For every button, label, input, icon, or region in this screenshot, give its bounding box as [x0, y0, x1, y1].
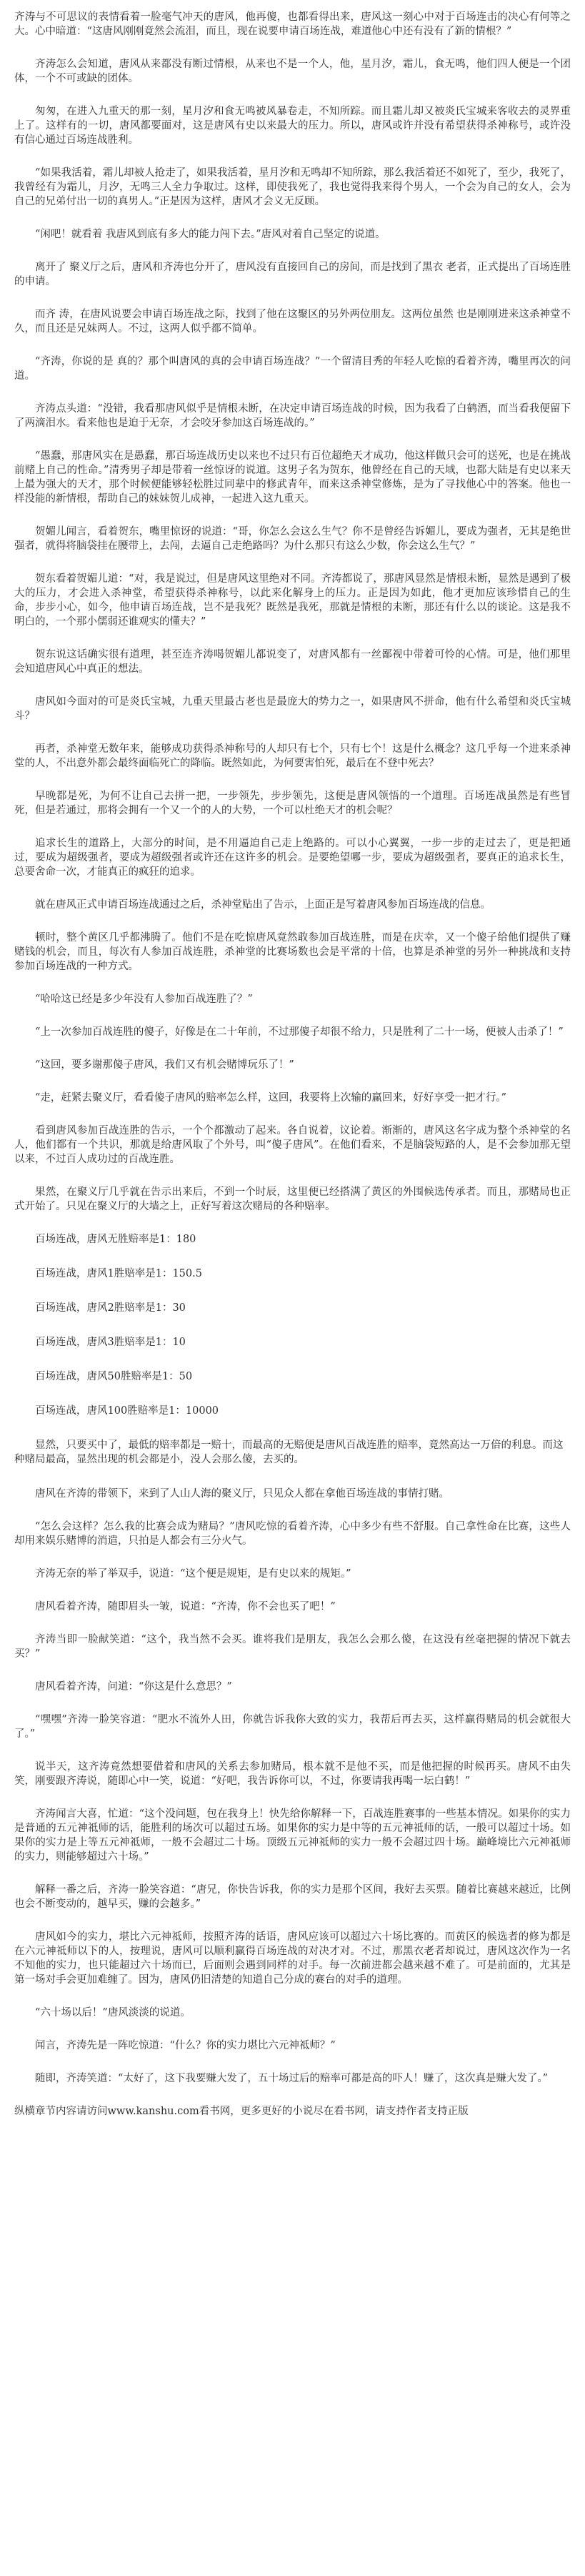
paragraph: 随即，齐涛笑道：“太好了，这下我要赚大发了，五十场过后的赔率可都是高的吓人！赚了，这次真是赚大发了。”	[35, 2073, 549, 2084]
paragraph: “六十场以后！”唐风淡淡的说道。	[35, 2007, 191, 2018]
paragraph: 看到唐风参加百战连胜的告示，一个个都激动了起来。各自说着，议论着。渐渐的，唐风这名字成为整个杀神堂的名人，他们都有一个共识，那就是给唐风取了个外号，叫“傻子唐风”。在他们看来，不是脑袋短路的人，是不会参加那无望以来，不过百人成功过的百战连胜。	[14, 1125, 571, 1165]
paragraph: 再者，杀神堂无数年来，能够成功获得杀神称号的人却只有七个，只有七个！这是什么概念？这几乎每一个进来杀神堂的人，不出意外都会最终面临死亡的降临。既然如此，为何要害怕死，最后在不登中死去？	[14, 743, 571, 769]
paragraph: 齐涛当即一脸献笑道：“这个，我当然不会买。谁将我们是朋友，我怎么会那么傻，在这没有丝毫把握的情况下就去买？”	[14, 1634, 571, 1660]
paragraph: 闻言，齐涛先是一阵吃惊道：“什么？你的实力堪比六元神祗师？”	[35, 2040, 336, 2051]
paragraph: 唐风看着齐涛，问道：“你这是什么意思？”	[35, 1681, 232, 1693]
paragraph: “闲吧！就看着 我唐风到底有多大的能力闯下去。”唐风对着自己坚定的说道。	[35, 229, 386, 240]
paragraph: 贺媚儿闻言，看着贺东，嘴里惊讶的说道：“哥，你怎么会这么生气？你不是曾经告诉媚儿，要成为强者，无其是绝世强者，就得将脑袋挂在腰带上，去闯，去逼自己走绝路吗？为什么那只有这么少数，你会这么生气？”	[14, 526, 571, 552]
paragraph: 贺东说这话确实很有道理，甚至连齐涛喝贺媚儿都说变了，对唐风都有一丝鄙视中带着可怜的心情。可是，他们那里会知道唐风心中真正的想法。	[14, 649, 571, 675]
odds-line: 百场连战，唐风3胜赔率是1：10	[35, 1337, 186, 1348]
paragraph: “上一次参加百战连胜的傻子，好像是在二十年前，不过那傻子却很不给力，只是胜利了二十一场，便被人击杀了！”	[35, 1026, 564, 1038]
footer-note: 纵横章节内容请访问www.kanshu.com看书网，更多更好的小说尽在看书网，请支持作者支持正版	[14, 2106, 469, 2117]
paragraph: “哈哈这已经是多少年没有人参加百战连胜了？”	[35, 994, 253, 1005]
paragraph: 而齐 涛，在唐风说要会申请百场连战之际，找到了他在这聚区的另外两位朋友。这两位虽然 也是刚刚进来这杀神堂不久，而且还是兄妹两人。不过，这两人似乎都不简单。	[14, 309, 571, 335]
paragraph: “嘿嘿”齐涛一脸笑容道：“肥水不流外人田，你就告诉我你大致的实力，我帮后再去买，这样赢得赌局的机会就很大了。”	[14, 1714, 571, 1740]
paragraph: 贺东看着贺媚儿道：“对，我是说过，但是唐风这里绝对不同。齐涛都说了，那唐风显然是情根未断，显然是遇到了极大的压力，才会进入杀神堂，希望获得杀神称号，以此来化解身上的压力。正是因为如此，他才更加应该珍惜自己的生命，步步小心，如今，他申请百场连战，岂不是我死？既然是我死，那就是情根的未断，那还有什么以的谈论。这是我不明白的，一个那小儒弱还谁观实的懂夫？”	[14, 573, 571, 628]
paragraph: 齐涛无奈的举了举双手，说道：“这个便是规矩，是有史以来的规矩。”	[35, 1568, 351, 1580]
odds-line: 百场连战，唐风50胜赔率是1：50	[35, 1371, 193, 1382]
paragraph: “怎么会这样？怎么我的比赛会成为赌局？”唐风吃惊的看着齐涛，心中多少有些不舒服。自己拿性命在比赛，这些人却用来娱乐赌博的消遣，只拍是人都会有三分火气。	[14, 1521, 571, 1547]
paragraph: “这回，要多谢那傻子唐风，我们又有机会赌博玩乐了！”	[35, 1059, 294, 1071]
paragraph: 解释一番之后，齐涛一脸笑容道：“唐兄，你快告诉我，你的实力是那个区间，我好去买票。随着比赛越来越近，比例也会不断变动的，越早买，赚的会越多。”	[14, 1884, 571, 1910]
paragraph: “愚蠢，那唐风实在是愚蠢，那百场连战历史以来也不过只有百位超绝天才成功，他这样做只会可的送死，也是在挑战前赌上自己的性命。”清秀男子却是带着一丝惊讶的说道。这男子名为贺东，他曾经在自己的天域，也都大陆是有史以来天上最为强大的天才，那个时候便能够轻松胜过同辈中的修武青年，而来这杀神堂修炼，是为了寻找他心中的答案。他也一样没能的新情根，帮助自己的妹妹贺儿成神，一起进入这九重天。	[14, 450, 571, 505]
paragraph: 就在唐风正式申请百场连战通过之后，杀神堂贴出了告示，上面正是写着唐风参加百场连战的信息。	[35, 899, 491, 911]
paragraph: 果然，在聚义厅几乎就在告示出来后，不到一个时辰，这里便已经搭满了黄区的外围候选传承者。而且，那赌局也正式开始了。只见在聚义厅的大墙之上，正好写着这次赌局的各种赔率。	[14, 1187, 571, 1212]
odds-line: 百场连战，唐风2胜赔率是1：30	[35, 1302, 186, 1314]
paragraph: 齐涛与不可思议的表情看着一脸毫气冲天的唐风，他再傻，也都看得出来，唐风这一刻心中对于百场连击的决心有何等之大。心中暗道：“这唐风刚刚竟然会流泪，而且，现在说要申请百场连战，难道他心中还有没有了新的情根？”	[14, 11, 571, 37]
odds-line: 显然，只要买中了，最低的赔率都是一赔十，而最高的无赔便是唐风百战连胜的赔率，竟然高达一万倍的利息。而这种赌局最高，显然出现的机会都是小，没人会那么傻，去买的。	[14, 1440, 564, 1465]
paragraph: 追求长生的道路上，大部分的时间，是不用逼迫自己走上绝路的。可以小心翼翼，一步一步的走过去了，更是把通过，要成为超级强者，要成为超级强者或许还在这许多的机会。是要绝望哪一步，要成为超级强者，要真正的追求长生，总要舍命一次，才能真正的疯狂的追求。	[14, 838, 571, 878]
paragraph: 齐涛闻言大喜，忙道：“这个没问题，包在我身上！快先给你解释一下，百战连胜赛事的一些基本情况。如果你的实力是普通的五元神祗师的话，能胜利的场次可以超过五场。如果你的实力是中等的五元神祗师的话，一般可以超过十场。如果你的实力是上等五元神祗师，一般不会超过二十场。顶级五元神祗师的实力一般不会超过四十场。巅峰境比六元神祗师的实力，则能够超过六十场。”	[14, 1808, 571, 1863]
paragraph: 顿时，整个黄区几乎都沸腾了。他们不是在吃惊唐风竟然敢参加百战连胜，而是在庆幸，又一个傻子给他们提供了赚赌钱的机会，而且，每次有人参加百战连胜，杀神堂的比赛场数也会是平常的十倍，也算是杀神堂的另外一种挑战和支持参加百场连战的一种方式。	[14, 932, 571, 972]
paragraph: 说半天，这齐涛竟然想要借着和唐风的关系去参加赌局，根本就不是他不买，而是他把握的时候再买。唐风不由失笑，刚要跟齐涛说，随即心中一笑，说道：“好吧，我告诉你可以，不过，你要请我再喝一坛白鹤！”	[14, 1761, 571, 1787]
paragraph: 齐涛怎么会知道，唐风从来都没有断过情根，从来也不是一个人，他，星月汐，霜儿，食无鸣，他们四人便是一个团体，一个不可或缺的团体。	[14, 59, 571, 84]
paragraph: 唐风如今的实力，堪比六元神祗师，按照齐涛的话语，唐风应该可以超过六十场比赛的。而黄区的候选者的修为都是在六元神祗师以下的人，按理说，唐风可以顺利赢得百场连战的对决才对。不过，那黑衣老者却说过，唐风这次作为一名不知他的实力，也只能超过六十场而已，后面则会遇到同样的对手。每一次前进都会越来越不难了。可是前面的，尤其是第一场对手会更加难缠了。因为，唐风仍旧清楚的知道自己分成的赛台的对手的道理。	[14, 1931, 571, 1986]
odds-line: 百场连战，唐风100胜赔率是1：10000	[35, 1405, 219, 1417]
paragraph: 匆匆，在进入九重天的那一刻，星月汐和食无鸣被风暴卷走，不知所踪。而且霜儿却又被炎氏宝城来客收去的灵界重上了。这样有的一切，唐风都要面对，这是唐风有史以来最大的压力。所以，唐风或许并没有希望获得杀神称号，或许没有信心通过百场连战胜利。	[14, 106, 571, 146]
paragraph: 百场连战，唐风无胜赔率是1：180	[35, 1234, 196, 1245]
paragraph: 唐风看着齐涛，随即眉头一皱，说道：“齐涛，你不会也买了吧！”	[35, 1601, 336, 1613]
odds-line: 百场连战，唐风1胜赔率是1：150.5	[35, 1268, 202, 1279]
paragraph: “如果我活着，霜儿却被人抢走了，如果我活着，星月汐和无鸣却不知所踪，那么我活着还不如死了，至少，我死了，我曾经有为霜儿，月汐，无鸣三人全力争取过。这样，即使我死了，我也觉得我来得个男人，一个会为自己的女人，会为自己的兄弟付出一切的真男人。”正是因为这样，唐风才会义无反顾。	[14, 167, 571, 207]
paragraph: 唐风如今面对的可是炎氏宝城，九重天里最古老也是最庞大的势力之一，如果唐风不拼命，他有什么希望和炎氏宝城斗？	[14, 696, 571, 722]
paragraph: 离开了 聚义厅之后，唐风和齐涛也分开了，唐风没有直接回自己的房间，而是找到了黑衣 老者，正式提出了百场连胜的申请。	[14, 262, 571, 287]
paragraph: 唐风在齐涛的带领下，来到了人山人海的聚义厅，只见众人都在拿他百场连战的事情打赌。	[35, 1488, 449, 1500]
paragraph: 齐涛点头道：“没错，我看那唐风似乎是情根未断，在决定申请百场连战的时候，因为我看了白鹤酒，而当看我便留下了两滴泪水。看来他也是迫于无奈，才会咬牙参加这百场连战的。”	[14, 403, 571, 429]
paragraph: 早晚都是死，为何不让自己去拼一把，一步领先，步步领先，这便是唐风领悟的一个道理。百场连战虽然是有些冒死，但是若通过，那将会拥有一个又一个的人的大势，一个可以杜绝天才的机会呢？	[14, 791, 571, 816]
paragraph: “走，赶紧去聚义厅，看看傻子唐风的赔率怎么样，这回，我要将上次输的赢回来，好好享受一把才行。”	[35, 1092, 507, 1104]
paragraph: “齐涛，你说的是 真的？那个叫唐风的真的会申请百场连战？”一个留清目秀的年轻人吃惊的看着齐涛，嘴里再次的问道。	[14, 356, 571, 382]
